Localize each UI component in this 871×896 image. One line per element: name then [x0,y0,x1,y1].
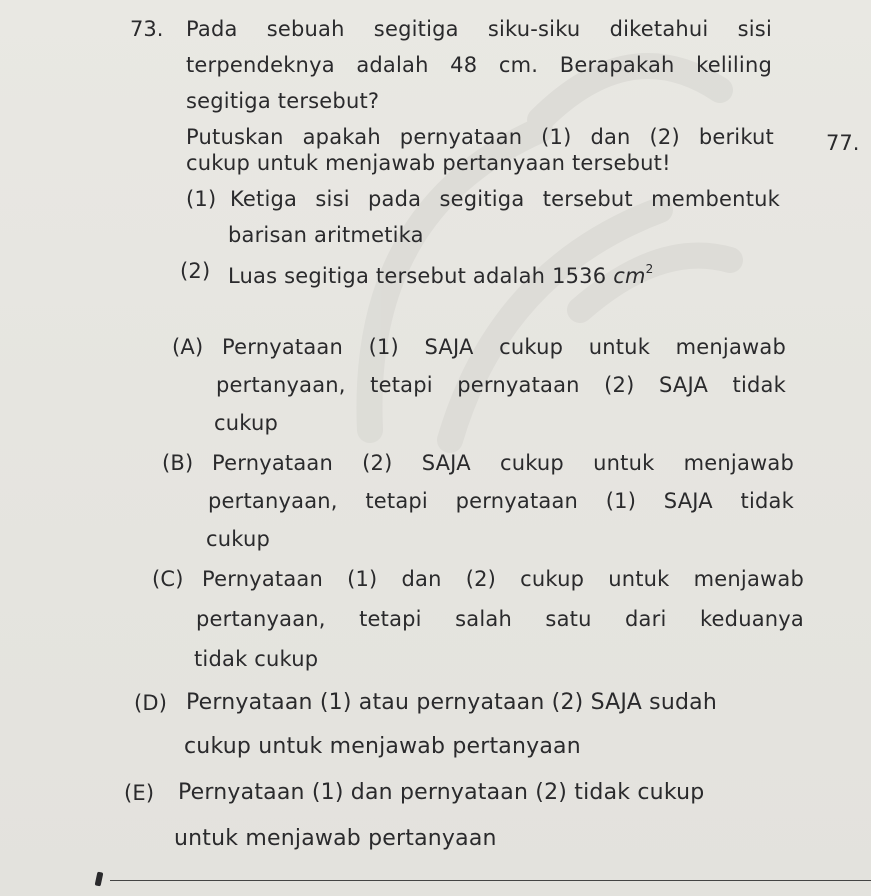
option-c-line-3: tidak cukup [194,647,319,671]
option-b-label: (B) [162,451,194,475]
area-exponent: 2 [645,262,654,276]
next-question-number: 77. [826,131,860,155]
area-unit: cm [613,264,646,288]
question-stem-line-2: terpendeknya adalah 48 cm. Berapakah keliling [186,53,772,77]
option-c-label: (C) [152,567,184,591]
option-d-line-2: cukup untuk menjawab pertanyaan [184,734,581,759]
option-a-line-2: pertanyaan, tetapi pernyataan (2) SAJA tidak [216,373,786,397]
statement-2-area-value [552,264,653,288]
option-a-line-1: Pernyataan (1) SAJA cukup untuk menjawab [222,335,786,359]
question-stem-line-1: Pada sebuah segitiga siku-siku diketahui sisi [186,17,772,41]
instruction-line-2: cukup untuk menjawab pertanyaan tersebut! [186,151,671,175]
option-c-line-1: Pernyataan (1) dan (2) cukup untuk menjawab [202,567,804,591]
option-b-line-2: pertanyaan, tetapi pernyataan (1) SAJA tidak [208,489,794,513]
instruction-line-1: Putuskan apakah pernyataan (1) dan (2) berikut [186,125,774,149]
area-number: 1536 [552,264,607,288]
statement-1-label: (1) [186,187,217,211]
question-stem-line-3: segitiga tersebut? [186,89,380,113]
option-b-line-1: Pernyataan (2) SAJA cukup untuk menjawab [212,451,794,475]
option-a-label: (A) [172,335,204,359]
statement-1-line-2: barisan aritmetika [228,223,424,247]
option-e-line-2: untuk menjawab pertanyaan [174,826,497,851]
option-d-label: (D) [134,691,168,715]
bottom-rule [110,880,871,881]
option-c-line-2: pertanyaan, tetapi salah satu dari keduanya [196,607,804,631]
statement-2-text-body: Luas segitiga tersebut adalah [228,264,546,288]
option-e-label: (E) [124,781,155,805]
statement-1-line-1: Ketiga sisi pada segitiga tersebut membentuk [230,187,780,211]
statement-2-text [228,258,653,289]
question-number: 73. [130,17,164,41]
option-a-line-3: cukup [214,411,279,435]
statement-2-label: (2) [180,259,211,283]
option-d-line-1: Pernyataan (1) atau pernyataan (2) SAJA sudah [186,690,717,715]
option-b-line-3: cukup [206,527,271,551]
option-e-line-1: Pernyataan (1) dan pernyataan (2) tidak cukup [178,780,705,805]
ink-mark [95,872,104,887]
